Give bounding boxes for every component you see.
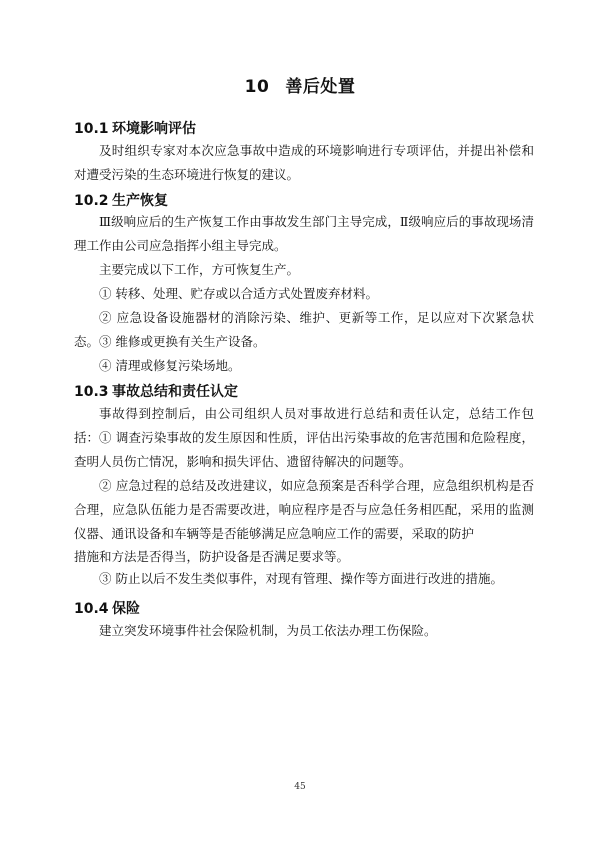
section-number: 10.3 <box>74 384 109 400</box>
section-number: 10.4 <box>74 601 109 617</box>
section-heading-10-2 <box>74 190 168 210</box>
list-item: ③ 维修或更换有关生产设备。 <box>99 334 266 349</box>
section-number: 10.1 <box>74 121 109 137</box>
paragraph: Ⅲ级响应后的生产恢复工作由事故发生部门主导完成，Ⅱ级响应后的事故现场清理工作由公司应急指挥小组主导完成。 <box>74 214 534 253</box>
page-number: 45 <box>294 782 306 792</box>
section-heading-10-3 <box>74 381 238 401</box>
chapter-number: 10 <box>244 77 270 97</box>
section-title: 生产恢复 <box>112 193 168 209</box>
section-heading-10-1 <box>74 118 196 138</box>
paragraph: 建立突发环境事件社会保险机制，为员工依法办理工伤保险。 <box>99 623 437 638</box>
list-item: ① 转移、处理、贮存或以合适方式处置废弃材料。 <box>99 286 378 301</box>
section-heading-10-4 <box>74 598 140 618</box>
list-item: ② 应急设备设施器材的消除污染、维护、更新等工作，足以应对下次紧急状态。 <box>74 310 534 349</box>
chapter-title <box>0 72 600 97</box>
section-title: 保险 <box>112 601 140 617</box>
chapter-title-text: 善后处置 <box>285 77 356 97</box>
list-item: ④ 清理或修复污染场地。 <box>99 358 241 373</box>
list-item: ② 应急过程的总结及改进建议，如应急预案是否科学合理，应急组织机构是否合理，应急队伍能力是否需要改进，响应程序是否与应急任务相匹配，采用的监测仪器、通讯设备和车辆等是否能够满足应急响应工作的需要，采取的防护 <box>74 478 534 541</box>
paragraph: 及时组织专家对本次应急事故中造成的环境影响进行专项评估，并提出补偿和对遭受污染的生态环境进行恢复的建议。 <box>74 143 534 182</box>
section-title: 事故总结和责任认定 <box>112 384 238 400</box>
paragraph: 主要完成以下工作，方可恢复生产。 <box>99 262 300 277</box>
paragraph: 事故得到控制后，由公司组织人员对事故进行总结和责任认定，总结工作包括： <box>74 406 534 445</box>
list-item: ③ 防止以后不发生类似事件，对现有管理、操作等方面进行改进的措施。 <box>99 571 503 586</box>
list-item: ① 调查污染事故的发生原因和性质，评估出污染事故的危害范围和危险程度，查明人员伤亡情况，影响和损失评估、遗留待解决的问题等。 <box>74 430 534 469</box>
paragraph-continuation: 措施和方法是否得当，防护设备是否满足要求等。 <box>74 549 350 564</box>
section-number: 10.2 <box>74 193 109 209</box>
section-title: 环境影响评估 <box>112 121 196 137</box>
